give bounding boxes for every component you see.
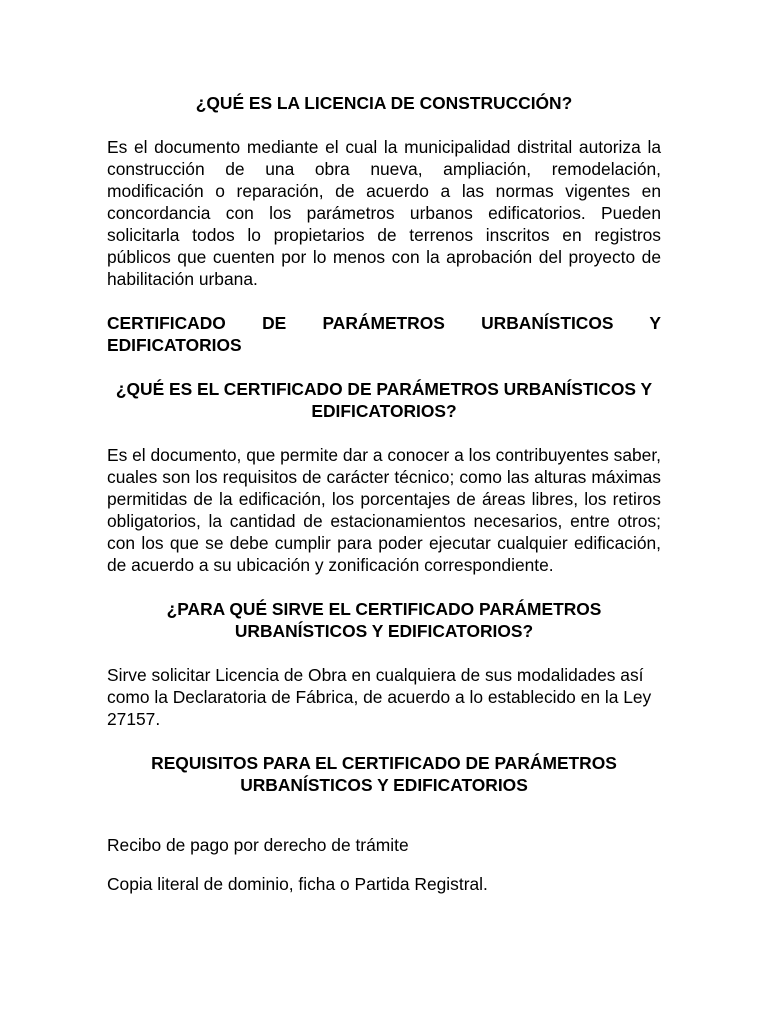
licencia-title: ¿QUÉ ES LA LICENCIA DE CONSTRUCCIÓN? — [195, 93, 573, 113]
licencia-body: Es el documento mediante el cual la municipalidad distrital autoriza la construcción de una obra nueva, ampliación, remodelación, modificación o reparación, de acuerdo a las normas vigentes en concordancia con los parámetros urbanos edificatorios. Pueden solicitarla todos lo propietarios de terrenos inscritos en registros públicos que cuenten por lo menos con la aprobación del proyecto de habilitación urbana. — [107, 137, 661, 289]
para-que-title: ¿PARA QUÉ SIRVE EL CERTIFICADO PARÁMETROS URBANÍSTICOS Y EDIFICATORIOS? — [166, 599, 602, 641]
para-que-body: Sirve solicitar Licencia de Obra en cualquiera de sus modalidades así como la Declaratoria de Fábrica, de acuerdo a lo establecido en la Ley 27157. — [107, 665, 652, 729]
document-page — [107, 92, 661, 895]
requisito-item-1: Recibo de pago por derecho de trámite — [107, 835, 409, 855]
requisitos-title: REQUISITOS PARA EL CERTIFICADO DE PARÁMETROS URBANÍSTICOS Y EDIFICATORIOS — [151, 753, 617, 795]
que-es-body: Es el documento, que permite dar a conocer a los contribuyentes saber, cuales son los requisitos de carácter técnico; como las alturas máximas permitidas de la edificación, los porcentajes de áreas libres, los retiros obligatorios, la cantidad de estacionamientos necesarios, entre otros; con los que se debe cumplir para poder ejecutar cualquier edificación, de acuerdo a su ubicación y zonificación correspondiente. — [107, 445, 661, 575]
certificado-heading: CERTIFICADO DE PARÁMETROS URBANÍSTICOS Y EDIFICATORIOS — [107, 313, 661, 355]
que-es-title: ¿QUÉ ES EL CERTIFICADO DE PARÁMETROS URBANÍSTICOS Y EDIFICATORIOS? — [115, 379, 653, 421]
requisito-item-2: Copia literal de dominio, ficha o Partida Registral. — [107, 874, 488, 894]
